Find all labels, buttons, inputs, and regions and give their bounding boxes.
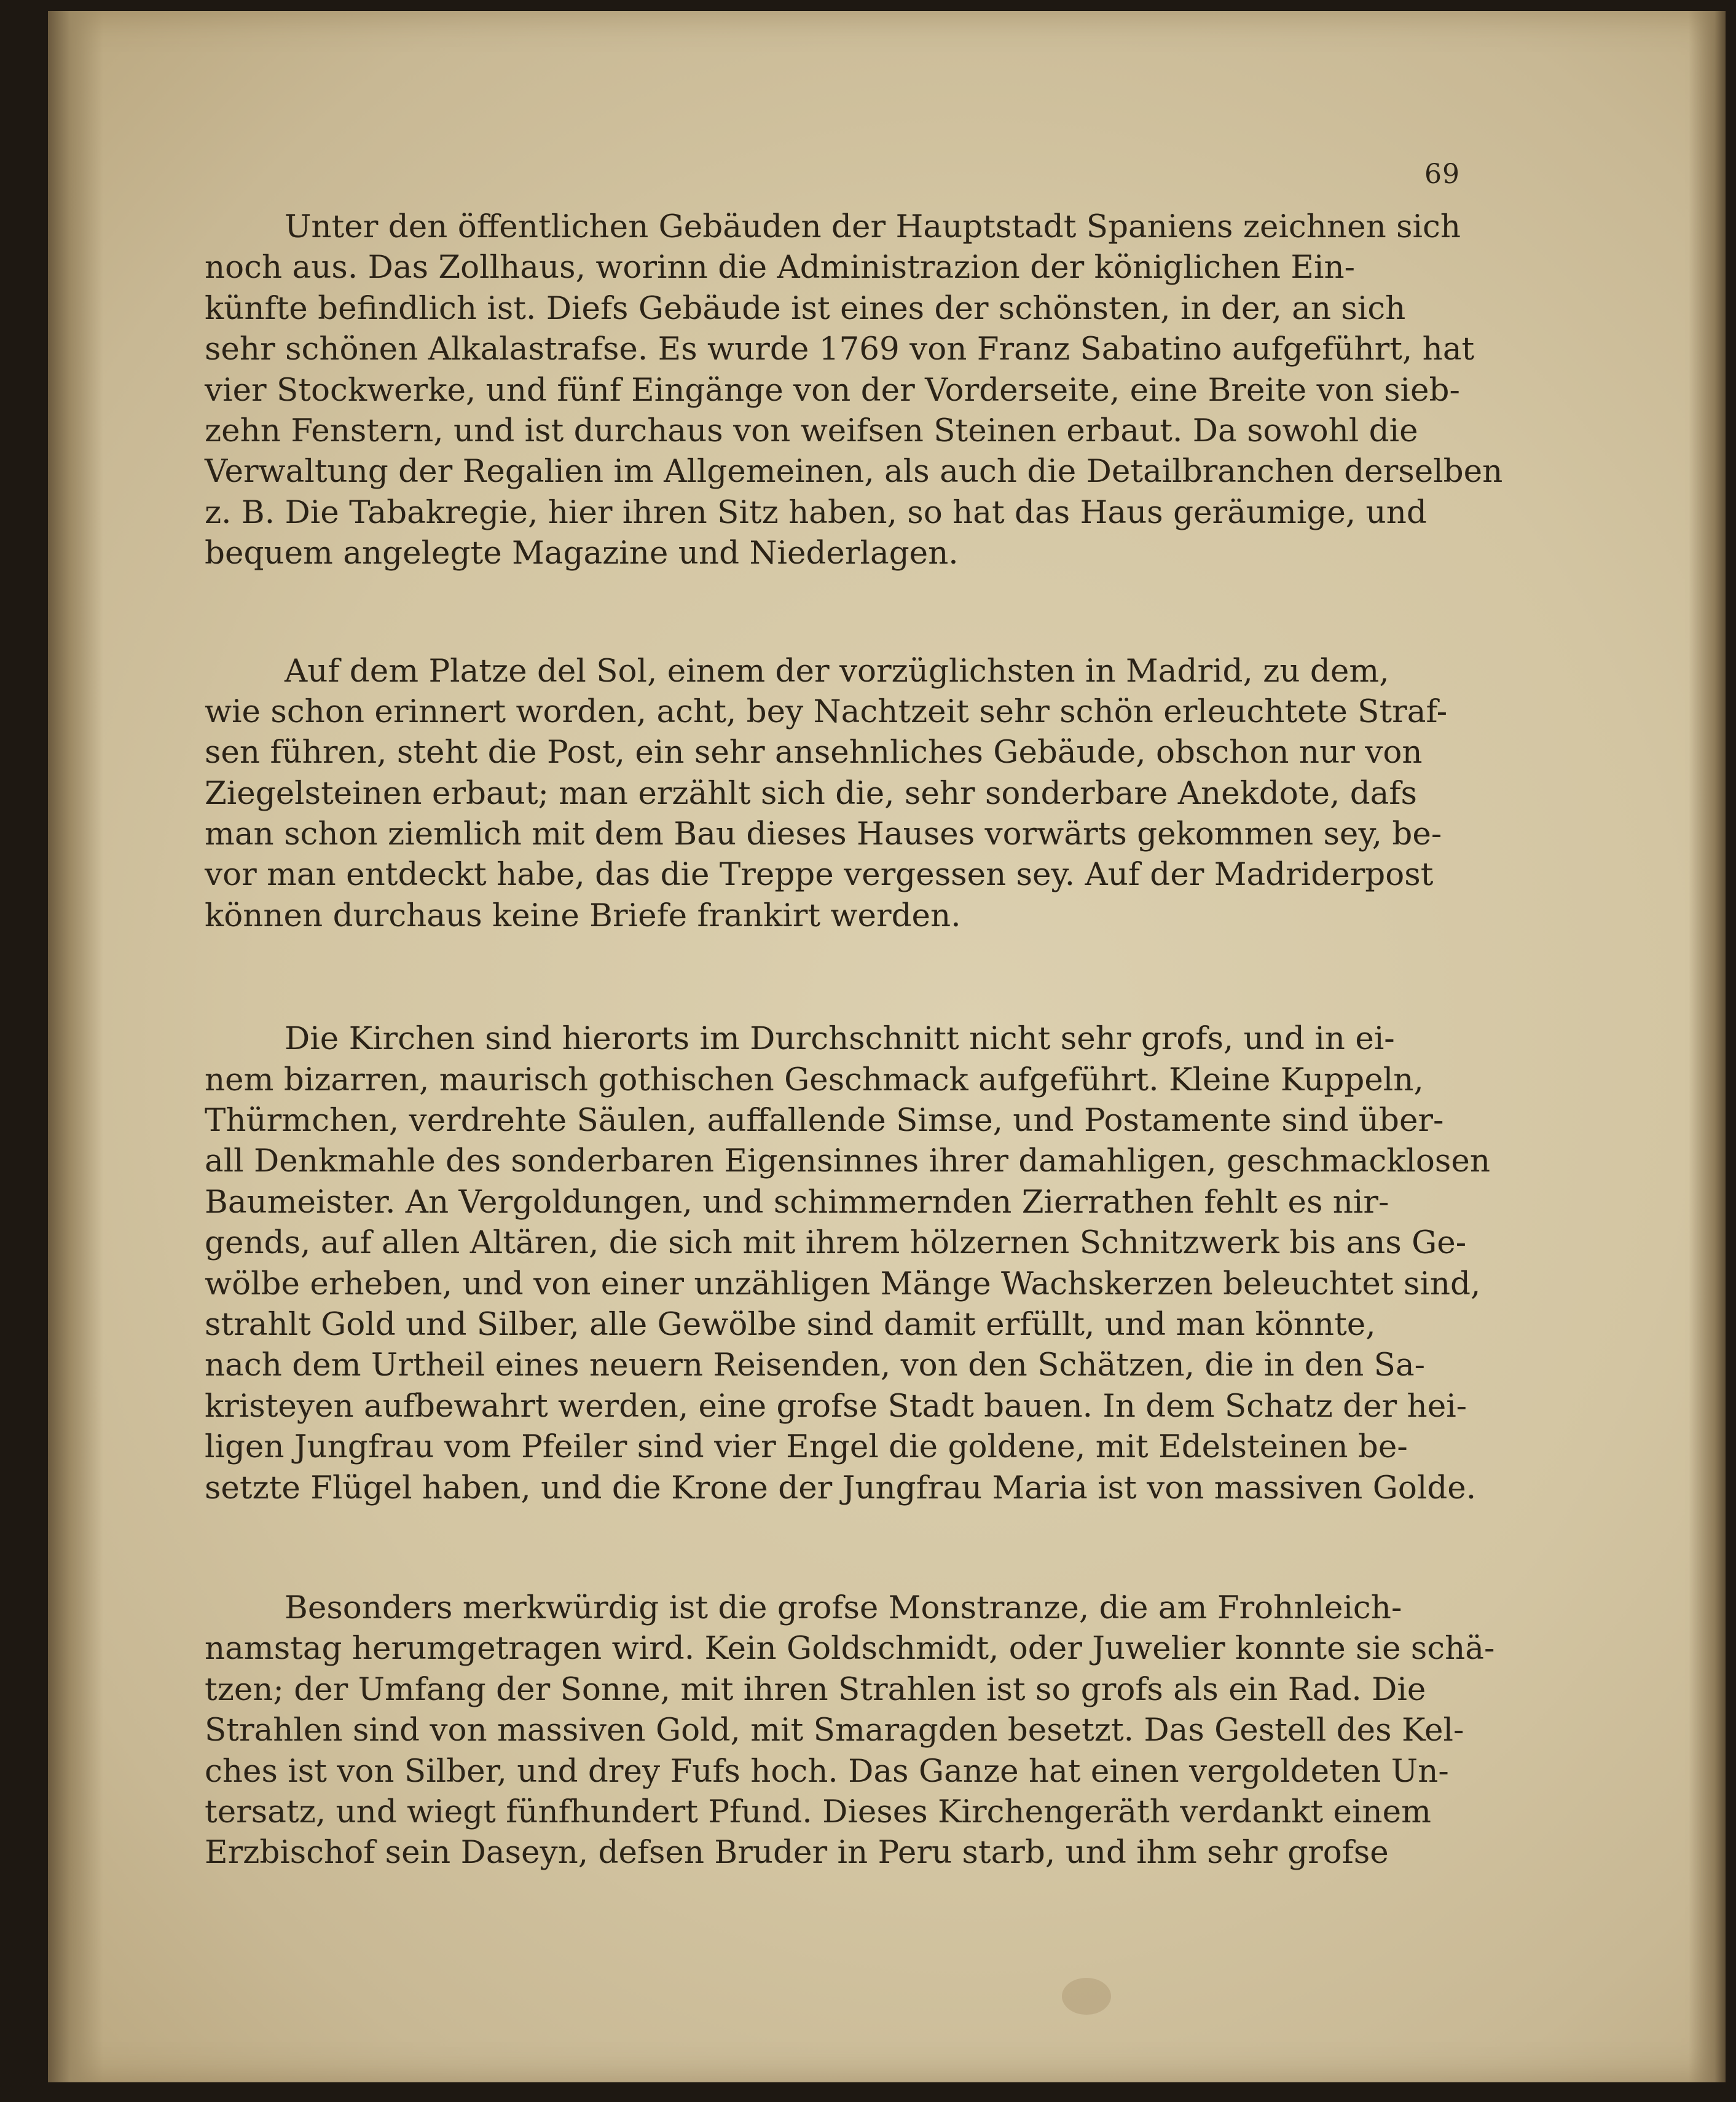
paragraph-customs-house (205, 207, 1503, 574)
paragraph-spacer (205, 1508, 1452, 1588)
paragraph-spacer (205, 574, 1452, 651)
text-line: setzte Flügel haben, und die Krone der Jungfrau Maria ist von massiven Golde. (205, 1469, 1477, 1506)
paragraph-spacer (205, 936, 1452, 1018)
text-line: ligen Jungfrau vom Pfeiler sind vier Engel die goldene, mit Edelsteinen be- (205, 1428, 1408, 1466)
text-line: z. B. Die Tabakregie, hier ihren Sitz haben, so hat das Haus geräumige, und (205, 494, 1427, 531)
text-line: Ziegelsteinen erbaut; man erzählt sich die, sehr sonderbare Anekdote, dafs (205, 774, 1417, 812)
paragraph-post-office (205, 651, 1452, 937)
page-text (205, 207, 1503, 1873)
paragraph-monstrance (205, 1588, 1495, 1873)
text-line: vor man entdeckt habe, das die Treppe vergessen sey. Auf der Madriderpost (205, 856, 1434, 894)
text-line: können durchaus keine Briefe frankirt werden. (205, 897, 961, 934)
text-line: kristeyen aufbewahrt werden, eine grofse Stadt bauen. In dem Schatz der hei- (205, 1387, 1467, 1425)
text-line: Auf dem Platze del Sol, einem der vorzüglichsten in Madrid, zu dem, (285, 652, 1389, 690)
text-line: tersatz, und wiegt fünfhundert Pfund. Dieses Kirchengeräth verdankt einem (205, 1793, 1431, 1830)
book-page (48, 11, 1726, 2082)
text-line: namstag herumgetragen wird. Kein Goldschmidt, oder Juwelier konnte sie schä- (205, 1630, 1495, 1667)
text-line: zehn Fenstern, und ist durchaus von weifsen Steinen erbaut. Da sowohl die (205, 412, 1418, 449)
binding-gutter (48, 11, 103, 2082)
text-line: Baumeister. An Vergoldungen, und schimmernden Zierrathen fehlt es nir- (205, 1183, 1389, 1221)
paper-stain (1062, 1978, 1111, 2015)
text-line: Verwaltung der Regalien im Allgemeinen, als auch die Detailbranchen derselben (205, 453, 1503, 490)
text-line: Strahlen sind von massiven Gold, mit Smaragden besetzt. Das Gestell des Kel- (205, 1712, 1464, 1749)
text-line: sehr schönen Alkalastrafse. Es wurde 1769 von Franz Sabatino aufgeführt, hat (205, 331, 1475, 368)
text-line: Thürmchen, verdrehte Säulen, auffallende Simse, und Postamente sind über- (205, 1102, 1444, 1140)
text-line: noch aus. Das Zollhaus, worinn die Administrazion der königlichen Ein- (205, 249, 1356, 286)
text-line: all Denkmahle des sonderbaren Eigensinnes ihrer damahligen, geschmacklosen (205, 1143, 1491, 1180)
text-line: sen führen, steht die Post, ein sehr ansehnliches Gebäude, obschon nur von (205, 734, 1423, 771)
paragraph-churches (205, 1018, 1491, 1508)
text-line: ches ist von Silber, und drey Fufs hoch. Das Ganze hat einen vergoldeten Un- (205, 1752, 1449, 1790)
text-line: strahlt Gold und Silber, alle Gewölbe sind damit erfüllt, und man könnte, (205, 1305, 1376, 1343)
text-line: man schon ziemlich mit dem Bau dieses Hauses vorwärts gekommen sey, be- (205, 816, 1442, 853)
page-number: 69 (1424, 159, 1460, 190)
text-line: vier Stockwerke, und fünf Eingänge von der Vorderseite, eine Breite von sieb- (205, 371, 1460, 409)
text-line: nem bizarren, maurisch gothischen Geschmack aufgeführt. Kleine Kuppeln, (205, 1061, 1424, 1098)
text-line: bequem angelegte Magazine und Niederlagen. (205, 535, 959, 572)
text-line: wölbe erheben, und von einer unzähligen Mänge Wachskerzen beleuchtet sind, (205, 1265, 1481, 1302)
text-line: Die Kirchen sind hierorts im Durchschnitt nicht sehr grofs, und in ei- (285, 1020, 1395, 1058)
text-line: gends, auf allen Altären, die sich mit ihrem hölzernen Schnitzwerk bis ans Ge- (205, 1224, 1467, 1262)
text-line: Unter den öffentlichen Gebäuden der Hauptstadt Spaniens zeichnen sich (285, 208, 1461, 245)
text-line: künfte befindlich ist. Diefs Gebäude ist eines der schönsten, in der, an sich (205, 289, 1406, 327)
text-line: wie schon erinnert worden, acht, bey Nachtzeit sehr schön erleuchtete Straf- (205, 693, 1448, 730)
text-line: tzen; der Umfang der Sonne, mit ihren Strahlen ist so grofs als ein Rad. Die (205, 1671, 1426, 1708)
text-line: Erzbischof sein Daseyn, defsen Bruder in Peru starb, und ihm sehr grofse (205, 1834, 1389, 1872)
text-line: Besonders merkwürdig ist die grofse Monstranze, die am Frohnleich- (285, 1589, 1402, 1626)
page-edge (1689, 11, 1726, 2082)
text-line: nach dem Urtheil eines neuern Reisenden, von den Schätzen, die in den Sa- (205, 1347, 1426, 1384)
